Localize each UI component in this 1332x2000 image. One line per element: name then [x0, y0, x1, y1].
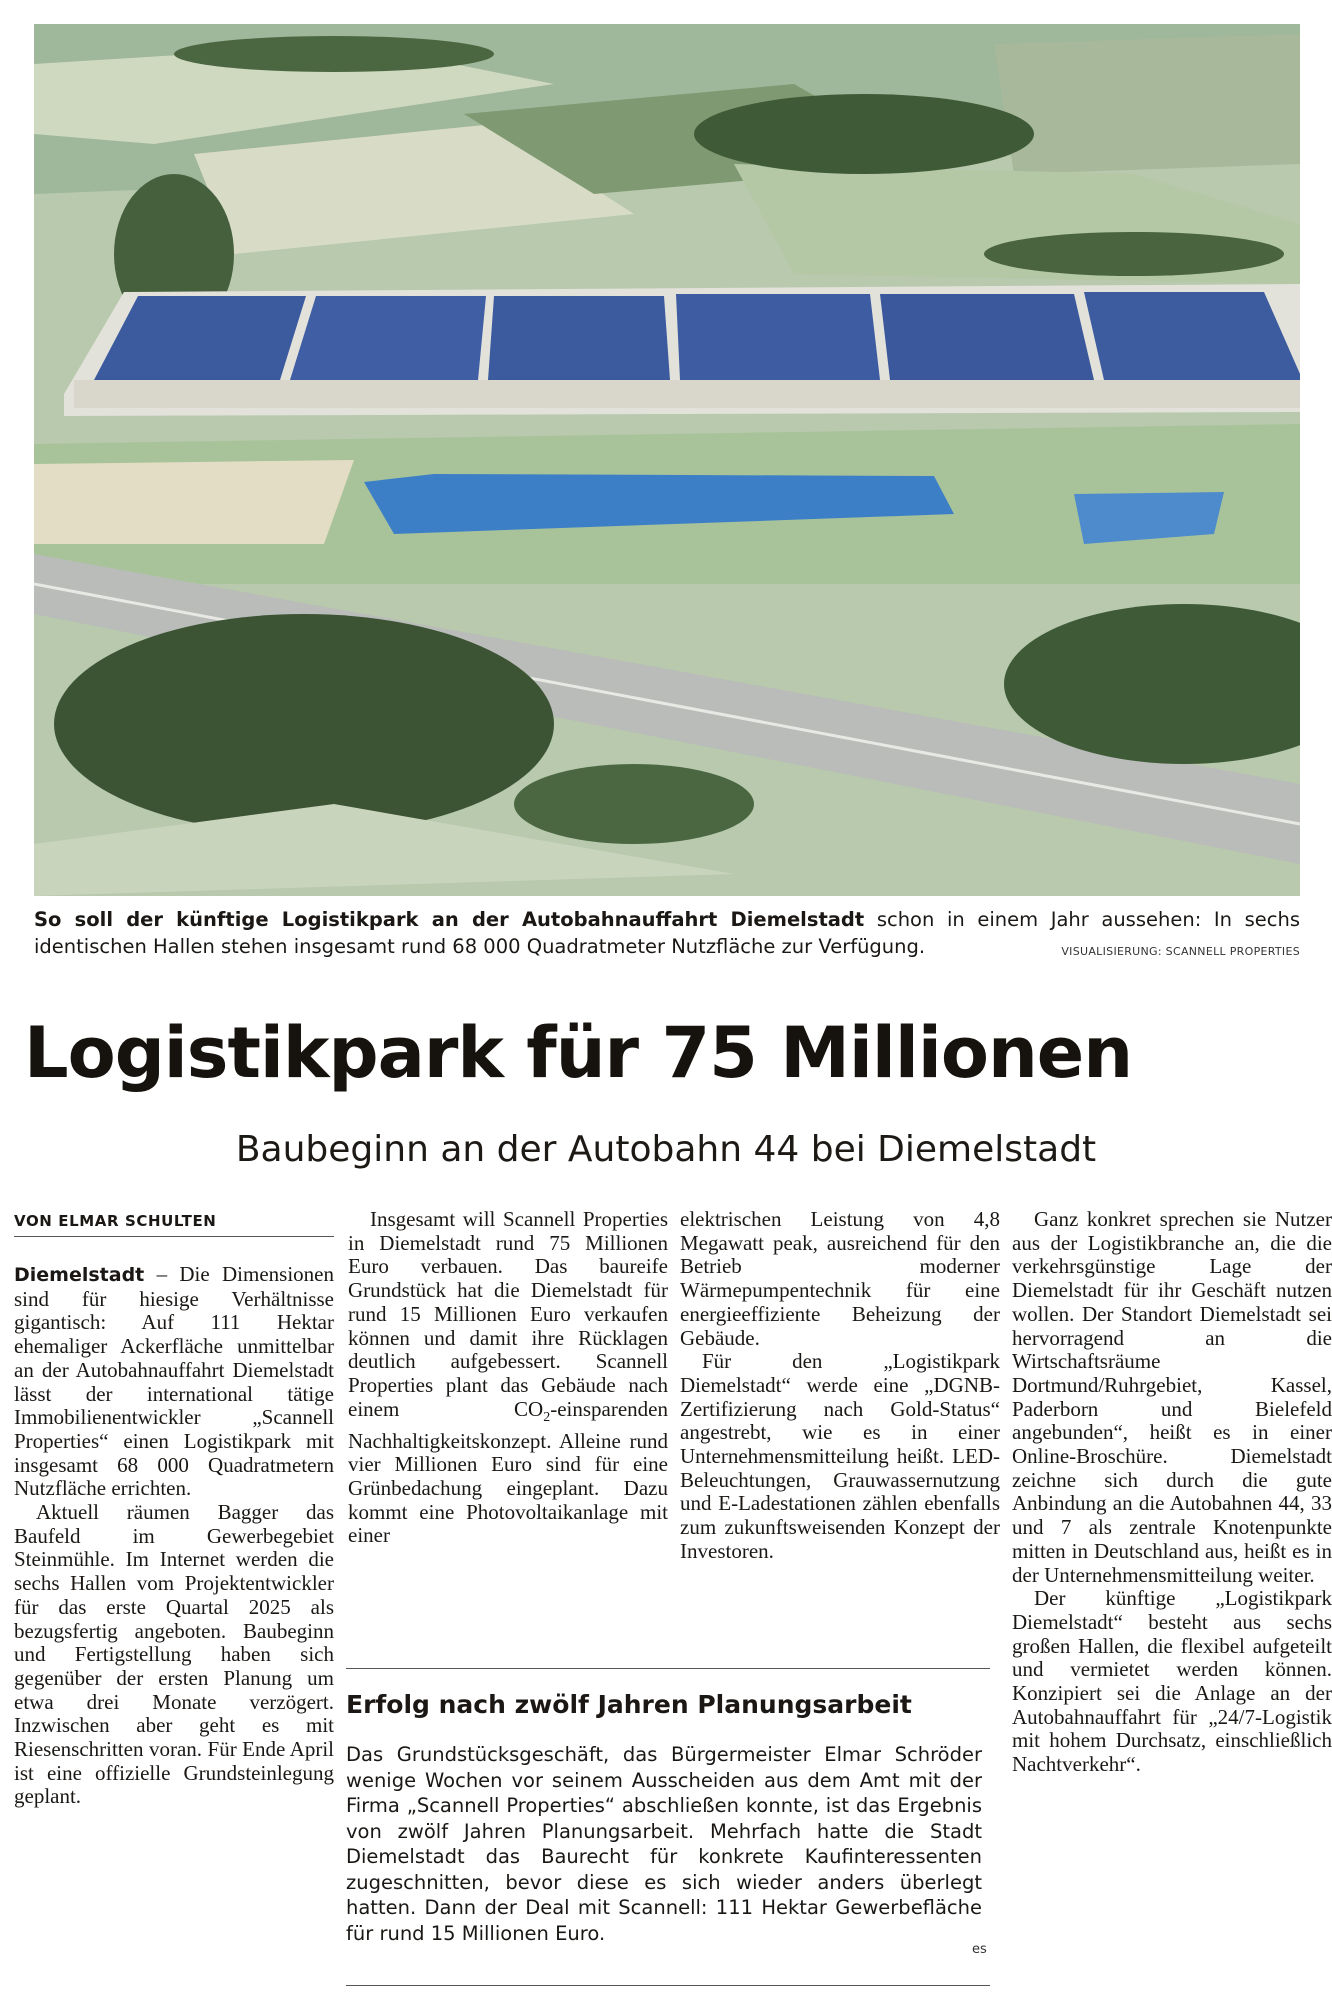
photo-credit: VISUALISIERUNG: SCANNELL PROPERTIES [1061, 945, 1300, 958]
article-column-4 [1012, 1208, 1332, 1777]
subheadline: Baubeginn an der Autobahn 44 bei Diemelstadt [235, 1129, 1097, 1170]
box-title: Erfolg nach zwölf Jahren Planungsarbeit [346, 1690, 912, 1719]
paragraph-5: Für den „Logistikpark Diemelstadt“ werde eine „DGNB-Zertifizierung nach Gold-Status“ angestrebt, wie es in einer Unternehmensmitteilung heißt. LED-Beleuchtungen, Grauwassernutzung und E-Ladestationen zählen ebenfalls zum zukunftsweisenden Konzept der Investoren. [680, 1349, 1000, 1563]
caption-text: schon in einem Jahr aussehen: In sechs identischen Hallen stehen insgesamt rund 68 000 Quadratmeter Nutzfläche zur Verfügung. [34, 908, 1300, 958]
hall-roofs [94, 292, 1300, 380]
box-signature: es [972, 1942, 987, 1957]
paragraph-3-text-a: Insgesamt will Scannell Properties in Diemelstadt rund 75 Millionen Euro verbauen. Das baureife Grundstück hat die Diemelstadt für rund 15 Millionen Euro verkaufen können und damit ihre Rücklagen deutlich aufgebessert. Scannell Properties plant das Gebäude nach einem CO [348, 1207, 668, 1421]
headline: Logistikpark für 75 Millionen [24, 1012, 1133, 1094]
caption-bold: So soll der künftige Logistikpark an der Autobahnauffahrt Diemelstadt [34, 908, 865, 931]
box-text: Das Grundstücksgeschäft, das Bürgermeister Elmar Schröder wenige Wochen vor seinem Ausscheiden aus dem Amt mit der Firma „Scannell Properties“ abschließen konnte, ist das Ergebnis von zwölf Jahren Planungsarbeit. Mehrfach hatte die Stadt Diemelstadt das Baurecht für konkrete Kaufinteressenten zugeschnitten, bevor diese es sich wieder anders überlegt hatten. Dann der Deal mit Scannell: 111 Hektar Gewerbefläche für rund 15 Millionen Euro. [346, 1743, 982, 1945]
byline-rule [14, 1236, 334, 1237]
paragraph-3 [348, 1208, 668, 1548]
byline: VON ELMAR SCHULTEN [14, 1212, 217, 1230]
paragraph-1 [14, 1263, 334, 1501]
article-column-2 [348, 1208, 668, 1548]
paragraph-3-text-b: -einsparenden Nachhaltigkeitskonzept. Alleine rund vier Millionen Euro sind für eine Grünbedachung eingeplant. Dazu kommt eine Photovoltaikanlage mit einer [348, 1396, 668, 1548]
article-column-1 [14, 1263, 334, 1809]
paragraph-4: elektrischen Leistung von 4,8 Megawatt peak, ausreichend für den Betrieb moderner Wärmepumpentechnik für eine energieeffiziente Beheizung der Gebäude. [680, 1207, 1000, 1350]
paragraph-7: Der künftige „Logistikpark Diemelstadt“ besteht aus sechs großen Hallen, die flexibel aufgeteilt und vermietet werden können. Konzipiert sei die Anlage an der Autobahnauffahrt für „24/7-Logistik mit hohem Durchsatz, einschließlich Nachtverkehr“. [1012, 1586, 1332, 1777]
article-column-3 [680, 1208, 1000, 1564]
box-rule-bottom [346, 1985, 990, 1986]
paragraph-1-text: – Die Dimensionen sind für hiesige Verhältnisse gigantisch: Auf 111 Hektar ehemaliger Ackerfläche unmittelbar an der Autobahnauffahrt Diemelstadt lässt der international tätige Immobilienentwickler „Scannell Properties“ einen Logistikpark mit insgesamt 68 000 Quadratmetern Nutzfläche errichten. [14, 1262, 334, 1501]
dateline-location: Diemelstadt [14, 1264, 145, 1286]
aerial-logistics-park-photo [34, 24, 1300, 896]
co2-subscript: 2 [543, 1409, 551, 1425]
paragraph-6: Ganz konkret sprechen sie Nutzer aus der Logistikbranche an, die die verkehrsgünstige Lage der Diemelstadt für ihr Geschäft nutzen wollen. Der Standort Diemelstadt sei hervorragend an die Wirtschaftsräume Dortmund/Ruhrgebiet, Kassel, Paderborn und Bielefeld angebunden“, heißt es in einer Online-Broschüre. Diemelstadt zeichne sich durch die gute Anbindung an die Autobahnen 44, 33 und 7 als zentrale Knotenpunkte mitten in Deutschland aus, heißt es in der Unternehmensmitteilung weiter. [1012, 1207, 1332, 1587]
aerial-photo-illustration [34, 24, 1300, 896]
paragraph-2: Aktuell räumen Bagger das Baufeld im Gewerbegebiet Steinmühle. Im Internet werden die sechs Hallen vom Projektentwickler für das erste Quartal 2025 als bezugsfertig angeboten. Baubeginn und Fertigstellung haben sich gegenüber der ersten Planung um etwa drei Monate verzögert. Inzwischen aber geht es mit Riesenschritten voran. Für Ende April ist eine offizielle Grundsteinlegung geplant. [14, 1500, 334, 1809]
box-rule-top [346, 1668, 990, 1669]
